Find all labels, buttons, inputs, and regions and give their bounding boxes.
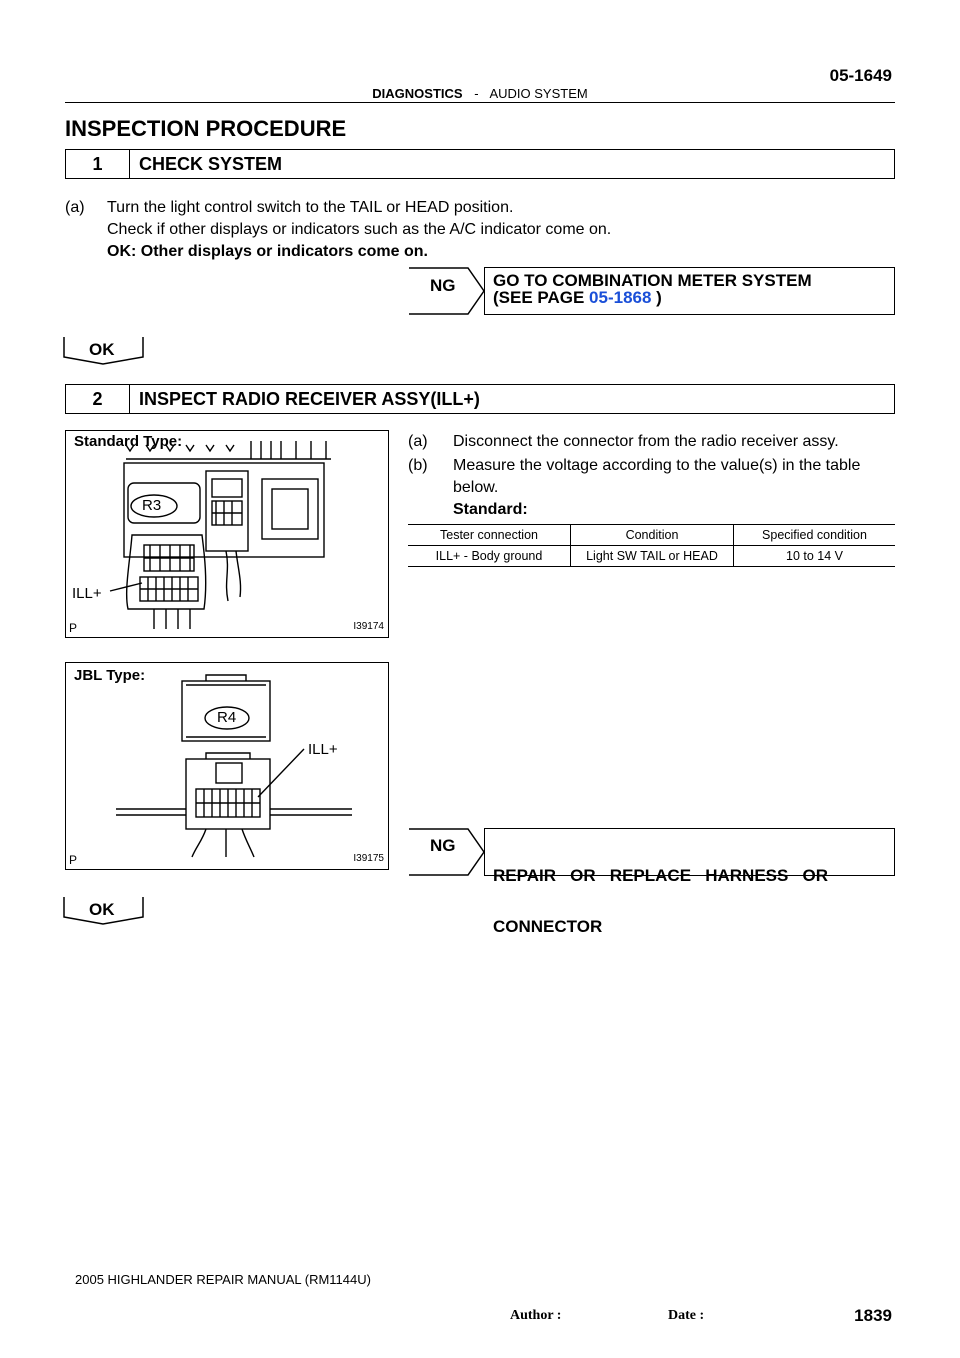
spec-table xyxy=(408,524,895,567)
step2-item-a-label: (a) xyxy=(408,433,428,450)
connector-label-r3: R3 xyxy=(142,497,162,514)
table-header-cell: Tester connection xyxy=(408,525,571,546)
step1-item-a-text2: Check if other displays or indicators such as the A/C indicator come on. xyxy=(107,221,612,238)
step2-item-b-text2: below. xyxy=(453,479,499,496)
step1-box xyxy=(65,149,895,179)
step1-ok-label: OK xyxy=(89,340,115,359)
step1-ng-line2-suffix: ) xyxy=(651,288,662,307)
footer-author-label: Author : xyxy=(510,1308,562,1323)
step1-item-a-text: Turn the light control switch to the TAIL or HEAD position. xyxy=(107,199,514,216)
step1-ok-condition: OK: Other displays or indicators come on. xyxy=(107,243,428,260)
footer-manual: 2005 HIGHLANDER REPAIR MANUAL (RM1144U) xyxy=(75,1272,371,1287)
running-header xyxy=(0,86,960,101)
header-rule xyxy=(65,102,895,103)
see-page-link[interactable]: 05-1868 xyxy=(589,288,652,307)
table-cell: 10 to 14 V xyxy=(734,546,896,567)
table-header-row xyxy=(408,525,895,546)
page-title: INSPECTION PROCEDURE xyxy=(65,116,347,141)
figure-standard-type xyxy=(65,430,389,638)
footer-page: 1839 xyxy=(854,1306,892,1325)
figure-jbl-type xyxy=(65,662,389,870)
page-number: 05-1649 xyxy=(829,66,892,85)
step2-ng-line2: CONNECTOR xyxy=(493,917,603,936)
step2-item-a-text: Disconnect the connector from the radio receiver assy. xyxy=(453,433,839,450)
step2-ok-label: OK xyxy=(89,900,115,919)
step1-ng-label: NG xyxy=(430,276,456,295)
figure2-title: JBL Type: xyxy=(74,667,146,684)
step1-item-a-label: (a) xyxy=(65,199,85,216)
table-cell: Light SW TAIL or HEAD xyxy=(571,546,734,567)
table-row xyxy=(408,546,895,567)
step2-number: 2 xyxy=(66,385,130,413)
step2-ng-line1: REPAIR OR REPLACE HARNESS OR xyxy=(493,866,829,885)
step2-item-b-text: Measure the voltage according to the value(s) in the table xyxy=(453,457,861,474)
figure2-code: I39175 xyxy=(353,853,384,864)
header-separator: - xyxy=(474,86,479,101)
step1-ng-line1: GO TO COMBINATION METER SYSTEM xyxy=(493,271,812,290)
table-cell: ILL+ - Body ground xyxy=(408,546,571,567)
step2-ng-label: NG xyxy=(430,836,456,855)
step1-number: 1 xyxy=(66,150,130,178)
step2-ng-action xyxy=(484,828,895,936)
figure2-mark: P xyxy=(69,853,78,867)
step1-ng-action xyxy=(484,267,895,315)
footer-date-label: Date : xyxy=(668,1308,705,1323)
step2-box xyxy=(65,384,895,414)
table-header-cell: Condition xyxy=(571,525,734,546)
step2-item-b-label: (b) xyxy=(408,457,428,474)
step2-title: INSPECT RADIO RECEIVER ASSY(ILL+) xyxy=(139,388,480,409)
connector-illustration-r3 xyxy=(66,431,387,636)
figure2-pin-label: ILL+ xyxy=(308,741,338,758)
step1-title: CHECK SYSTEM xyxy=(139,153,283,174)
header-section: DIAGNOSTICS xyxy=(372,86,463,101)
connector-illustration-r4 xyxy=(66,663,387,868)
connector-label-r4: R4 xyxy=(217,709,237,726)
figure1-title: Standard Type: xyxy=(74,433,183,450)
figure1-code: I39174 xyxy=(353,621,384,632)
table-header-cell: Specified condition xyxy=(734,525,896,546)
standard-label: Standard: xyxy=(453,501,528,518)
figure1-mark: P xyxy=(69,621,78,635)
figure1-pin-label: ILL+ xyxy=(72,585,102,602)
header-subsection: AUDIO SYSTEM xyxy=(489,86,588,101)
step1-ng-line2-prefix: (SEE PAGE xyxy=(493,288,590,307)
